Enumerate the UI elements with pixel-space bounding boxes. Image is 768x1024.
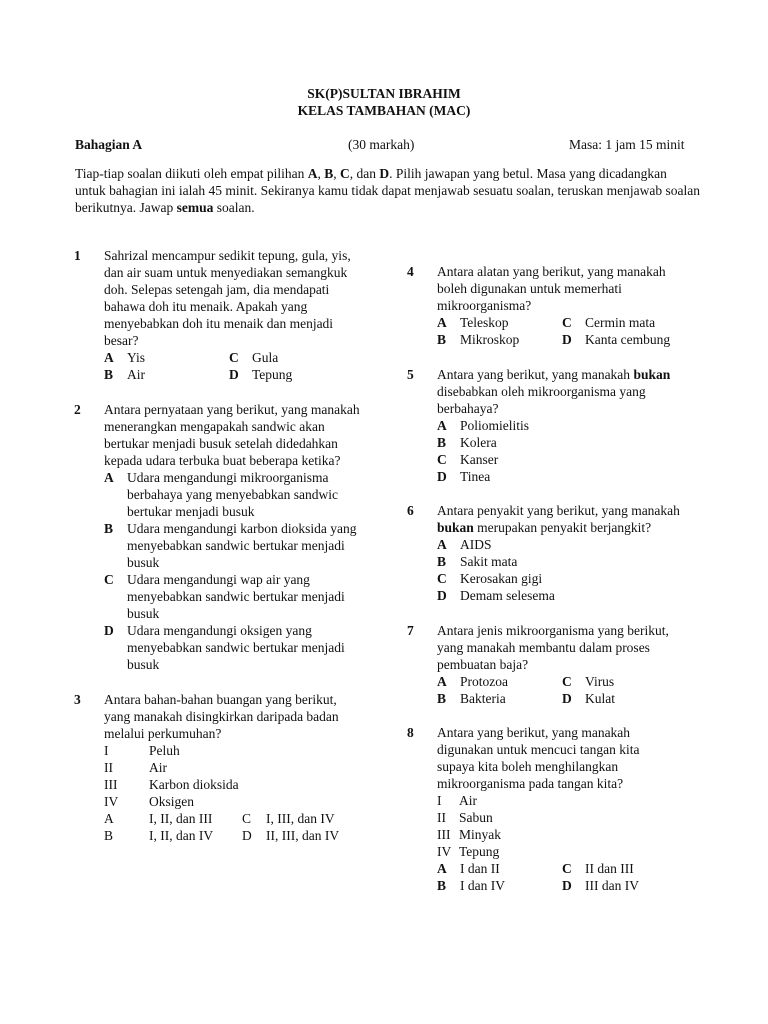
- option-d[interactable]: [562, 690, 687, 707]
- roman-text: Air: [459, 793, 477, 808]
- option-letter: A: [437, 861, 447, 876]
- option-text: AIDS: [460, 537, 492, 552]
- option-text: I dan II: [460, 861, 500, 876]
- option-d[interactable]: [229, 366, 354, 383]
- option-letter: D: [562, 332, 572, 347]
- question-emphasis: bukan: [437, 520, 474, 535]
- question-7: [407, 622, 697, 707]
- option-text: Udara mengandungi karbon dioksida yang menyebabkan sandwic bertukar menjadi busuk: [127, 521, 357, 570]
- option-text: Virus: [585, 674, 615, 689]
- option-letter: B: [437, 878, 447, 893]
- roman-numeral: III: [437, 827, 451, 842]
- question-text: [437, 502, 687, 536]
- option-b[interactable]: [437, 434, 697, 451]
- option-a-text[interactable]: I, II, dan III: [149, 811, 213, 826]
- question-6: [407, 502, 697, 604]
- question-text: Antara bahan-bahan buangan yang berikut, yang manakah disingkirkan daripada badan melalui perkumuhan?: [104, 692, 339, 741]
- option-text: Protozoa: [460, 674, 508, 689]
- option-text: Kulat: [585, 691, 615, 706]
- roman-item: [104, 759, 374, 776]
- option-text: Sakit mata: [460, 554, 518, 569]
- option-text: Kerosakan gigi: [460, 571, 543, 586]
- question-number: 1: [74, 248, 81, 263]
- option-text: Demam selesema: [460, 588, 555, 603]
- question-text-part: merupakan penyakit berjangkit?: [473, 520, 652, 535]
- option-row: [104, 810, 374, 827]
- question-text: Sahrizal mencampur sedikit tepung, gula, yis, dan air suam untuk menyediakan semangkuk doh. Selepas setengah jam, dia mendapati bahawa doh itu menaik. Apakah yang menyebabkan doh itu menaik dan menjadi besar?: [104, 248, 351, 348]
- instr-opt-d: D: [379, 166, 390, 181]
- option-a[interactable]: [437, 417, 697, 434]
- roman-text: Peluh: [149, 743, 180, 758]
- option-text: Udara mengandungi oksigen yang menyebabkan sandwic bertukar menjadi busuk: [127, 623, 345, 672]
- option-letter: A: [104, 350, 114, 365]
- option-text: Mikroskop: [460, 332, 520, 347]
- question-1: [74, 247, 374, 383]
- question-number: 7: [407, 623, 414, 638]
- roman-text: Tepung: [459, 844, 500, 859]
- option-text: Kanser: [460, 452, 499, 467]
- roman-item: [104, 776, 374, 793]
- instr-text: Tiap-tiap soalan diikuti oleh empat pilihan: [75, 166, 308, 181]
- option-text: Udara mengandungi mikroorganisma berbahaya yang menyebabkan sandwic bertukar menjadi busuk: [127, 470, 339, 519]
- left-column: [74, 247, 374, 844]
- option-text: Tepung: [252, 367, 293, 382]
- option-a[interactable]: [104, 349, 229, 366]
- school-title: SK(P)SULTAN IBRAHIM: [307, 86, 461, 101]
- option-letter: C: [437, 571, 447, 586]
- option-b[interactable]: [437, 877, 562, 894]
- option-letter: D: [562, 878, 572, 893]
- option-c[interactable]: [437, 451, 697, 468]
- roman-numeral: I: [104, 743, 109, 758]
- option-text: Yis: [127, 350, 146, 365]
- option-text: Udara mengandungi wap air yang menyebabkan sandwic bertukar menjadi busuk: [127, 572, 345, 621]
- question-text: Antara jenis mikroorganisma yang berikut, yang manakah membantu dalam proses pembuatan baja?: [437, 623, 669, 672]
- roman-numeral: IV: [437, 844, 452, 859]
- option-letter: A: [437, 537, 447, 552]
- roman-text: Oksigen: [149, 794, 194, 809]
- option-c[interactable]: [437, 570, 697, 587]
- option-c[interactable]: [562, 314, 687, 331]
- option-row: [104, 349, 374, 366]
- roman-numeral: II: [104, 760, 113, 775]
- roman-text: Minyak: [459, 827, 501, 842]
- question-text: Antara yang berikut, yang manakah digunakan untuk mencuci tangan kita supaya kita boleh menghilangkan mikroorganisma pada tangan kita?: [437, 725, 640, 791]
- question-number: 3: [74, 692, 81, 707]
- option-a[interactable]: [437, 536, 697, 553]
- option-b-text[interactable]: I, II, dan IV: [149, 828, 214, 843]
- option-text: Cermin mata: [585, 315, 656, 330]
- question-3: [74, 691, 374, 844]
- question-number: 8: [407, 725, 414, 740]
- marks-label: (30 markah): [348, 137, 415, 152]
- option-row: [437, 877, 697, 894]
- instr-sep: ,: [317, 166, 325, 181]
- option-a[interactable]: [104, 469, 374, 520]
- instr-sep: ,: [333, 166, 340, 181]
- roman-numeral: I: [437, 793, 442, 808]
- option-letter: A: [437, 418, 447, 433]
- option-a[interactable]: [437, 673, 562, 690]
- roman-text: Air: [149, 760, 167, 775]
- option-d[interactable]: [437, 468, 697, 485]
- option-c[interactable]: [562, 673, 687, 690]
- question-number: 5: [407, 367, 414, 382]
- option-letter: A: [437, 315, 447, 330]
- option-d-letter[interactable]: D: [242, 828, 252, 843]
- option-b[interactable]: [437, 690, 562, 707]
- option-b[interactable]: [104, 520, 374, 571]
- roman-text: Karbon dioksida: [149, 777, 239, 792]
- option-text: Tinea: [460, 469, 491, 484]
- instr-opt-b: B: [324, 166, 334, 181]
- option-letter: C: [437, 452, 447, 467]
- option-row: [437, 860, 697, 877]
- roman-item: [437, 843, 697, 860]
- option-row: [437, 314, 697, 331]
- option-text: Air: [127, 367, 145, 382]
- option-b[interactable]: [104, 366, 229, 383]
- option-letter: B: [437, 435, 447, 450]
- option-d[interactable]: [104, 622, 374, 673]
- option-c[interactable]: [562, 860, 687, 877]
- roman-numeral: IV: [104, 794, 119, 809]
- option-b[interactable]: [437, 331, 562, 348]
- class-title: KELAS TAMBAHAN (MAC): [297, 103, 471, 118]
- option-c-text[interactable]: I, III, dan IV: [266, 811, 335, 826]
- option-letter: B: [437, 691, 447, 706]
- option-text: Poliomielitis: [460, 418, 530, 433]
- option-row: [104, 827, 374, 844]
- option-text: Teleskop: [460, 315, 509, 330]
- roman-text: Sabun: [459, 810, 493, 825]
- option-letter: D: [437, 469, 447, 484]
- question-5: [407, 366, 697, 485]
- roman-item: [104, 793, 374, 810]
- option-letter: D: [229, 367, 239, 382]
- option-text: Bakteria: [460, 691, 506, 706]
- option-text: I dan IV: [460, 878, 505, 893]
- roman-numeral: III: [104, 777, 118, 792]
- question-text-part: disebabkan oleh mikroorganisma yang berbahaya?: [437, 384, 646, 416]
- roman-item: [437, 809, 697, 826]
- option-c-letter[interactable]: C: [242, 811, 252, 826]
- question-number: 2: [74, 402, 81, 417]
- instr-text: . Pilih jawapan yang betul. Masa yang dicadangkan untuk bahagian ini ialah 45 minit. Sekiranya kamu tidak dapat menjawab sesuatu soalan, teruskan menjawab soalan berikutnya. Jawap: [75, 166, 700, 215]
- option-letter: B: [104, 367, 114, 382]
- instr-opt-c: C: [339, 166, 350, 181]
- option-row: [437, 673, 697, 690]
- option-text: Gula: [252, 350, 279, 365]
- option-letter: C: [562, 861, 572, 876]
- question-text: Antara alatan yang berikut, yang manakah boleh digunakan untuk memerhati mikroorganisma?: [437, 264, 666, 313]
- option-letter: B: [104, 521, 114, 536]
- question-text: [437, 366, 687, 417]
- option-a[interactable]: [437, 860, 562, 877]
- question-text: Antara pernyataan yang berikut, yang manakah menerangkan mengapakah sandwic akan bertukar menjadi busuk setelah didedahkan kepada udara terbuka buat beberapa ketika?: [104, 402, 360, 468]
- instr-emphasis: semua: [176, 200, 214, 215]
- option-letter: C: [562, 315, 572, 330]
- section-label: Bahagian A: [75, 137, 143, 152]
- option-text: Kanta cembung: [585, 332, 671, 347]
- option-c[interactable]: [104, 571, 374, 622]
- roman-item: [437, 826, 697, 843]
- option-b[interactable]: [437, 553, 697, 570]
- question-text-part: Antara penyakit yang berikut, yang manakah: [437, 503, 680, 518]
- option-text: II dan III: [585, 861, 634, 876]
- option-c[interactable]: [229, 349, 354, 366]
- option-letter: C: [104, 572, 114, 587]
- roman-item: [104, 742, 374, 759]
- right-column: [407, 263, 697, 894]
- instr-text: soalan.: [213, 200, 255, 215]
- question-number: 4: [407, 264, 414, 279]
- option-d-text[interactable]: II, III, dan IV: [266, 828, 340, 843]
- roman-numeral: II: [437, 810, 446, 825]
- option-letter: C: [562, 674, 572, 689]
- option-letter: D: [104, 623, 114, 638]
- roman-item: [437, 792, 697, 809]
- option-a-letter[interactable]: A: [104, 811, 114, 826]
- option-letter: B: [437, 554, 447, 569]
- option-a[interactable]: [437, 314, 562, 331]
- option-letter: B: [437, 332, 447, 347]
- time-label: Masa: 1 jam 15 minit: [569, 137, 685, 152]
- question-2: [74, 401, 374, 673]
- option-row: [437, 331, 697, 348]
- option-letter: A: [104, 470, 114, 485]
- instructions: [75, 165, 700, 216]
- option-d[interactable]: [562, 331, 687, 348]
- question-4: [407, 263, 697, 348]
- option-letter: C: [229, 350, 239, 365]
- question-text-part: Antara yang berikut, yang manakah: [437, 367, 634, 382]
- option-b-letter[interactable]: B: [104, 828, 114, 843]
- instr-sep: , dan: [349, 166, 380, 181]
- option-row: [437, 690, 697, 707]
- option-letter: D: [562, 691, 572, 706]
- question-emphasis: bukan: [633, 367, 671, 382]
- option-row: [104, 366, 374, 383]
- option-text: III dan IV: [585, 878, 639, 893]
- question-number: 6: [407, 503, 414, 518]
- instr-opt-a: A: [307, 166, 318, 181]
- option-d[interactable]: [437, 587, 697, 604]
- option-letter: A: [437, 674, 447, 689]
- option-letter: D: [437, 588, 447, 603]
- option-text: Kolera: [460, 435, 497, 450]
- option-d[interactable]: [562, 877, 687, 894]
- question-8: [407, 724, 697, 894]
